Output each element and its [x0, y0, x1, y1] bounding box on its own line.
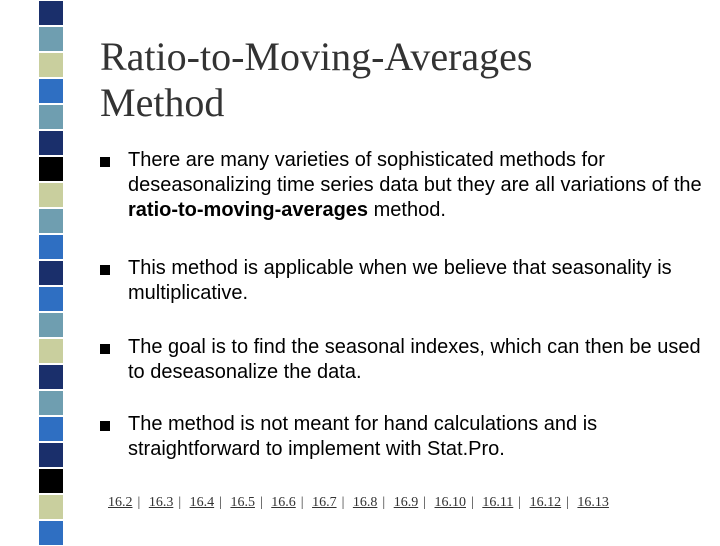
nav-link-16-12[interactable]: 16.12: [529, 495, 562, 510]
nav-link-16-9[interactable]: 16.9: [393, 495, 419, 510]
stripe-block: [38, 416, 64, 442]
slide-title-line1: Ratio-to-Moving-Averages: [100, 34, 533, 79]
bullet-item: [96, 148, 706, 223]
nav-separator: |: [471, 495, 474, 510]
stripe-block: [38, 26, 64, 52]
stripe-block: [38, 104, 64, 130]
stripe-block: [38, 312, 64, 338]
slide-title: [100, 34, 700, 126]
nav-link-16-6[interactable]: 16.6: [271, 495, 296, 510]
bullet-list: [96, 148, 706, 462]
stripe-block: [38, 182, 64, 208]
bullet-square-icon: [100, 344, 110, 354]
stripe-block: [38, 52, 64, 78]
bullet-item: [96, 412, 706, 462]
bullet-item: [96, 335, 706, 385]
bullet-bold-term: ratio-to-moving-averages: [128, 199, 369, 221]
bullet-text: The goal is to find the seasonal indexes, which can then be used to deseasonalize the data.: [128, 336, 701, 383]
stripe-block: [38, 286, 64, 312]
bullet-square-icon: [100, 157, 110, 167]
nav-link-16-13[interactable]: 16.13: [577, 495, 609, 510]
nav-separator: |: [300, 495, 304, 510]
nav-link-16-10[interactable]: 16.10: [434, 495, 466, 510]
stripe-block: [38, 208, 64, 234]
stripe-block: [38, 390, 64, 416]
stripe-block: [38, 260, 64, 286]
bullet-square-icon: [100, 421, 110, 431]
stripe-block: [38, 364, 64, 390]
stripe-block: [38, 78, 64, 104]
decorative-stripe: [0, 0, 64, 540]
nav-separator: |: [566, 495, 569, 510]
nav-link-16-7[interactable]: 16.7: [312, 495, 337, 510]
nav-separator: |: [137, 495, 141, 510]
nav-link-16-11[interactable]: 16.11: [482, 495, 514, 510]
nav-separator: |: [259, 495, 263, 510]
nav-link-16-8[interactable]: 16.8: [352, 495, 378, 510]
stripe-block: [38, 156, 64, 182]
nav-link-16-2[interactable]: 16.2: [108, 495, 133, 510]
stripe-block: [38, 468, 64, 494]
nav-separator: |: [178, 495, 182, 510]
bullet-square-icon: [100, 265, 110, 275]
section-nav: [108, 495, 698, 511]
nav-separator: |: [423, 495, 426, 510]
nav-link-16-3[interactable]: 16.3: [148, 495, 174, 510]
nav-separator: |: [382, 495, 386, 510]
nav-separator: |: [219, 495, 222, 510]
stripe-block: [38, 0, 64, 26]
stripe-block: [38, 520, 64, 546]
stripe-block: [38, 234, 64, 260]
bullet-text: This method is applicable when we believe that seasonality is multiplicative.: [128, 257, 672, 304]
stripe-block: [38, 442, 64, 468]
bullet-item: [96, 256, 706, 306]
bullet-text: The method is not meant for hand calculations and is straightforward to implement with Stat.Pro.: [128, 413, 598, 460]
stripe-block: [38, 130, 64, 156]
bullet-text: There are many varieties of sophisticated methods for deseasonalizing time series data but they are all variations of the: [128, 149, 702, 196]
stripe-block: [38, 338, 64, 364]
nav-link-16-5[interactable]: 16.5: [230, 495, 255, 510]
slide-title-line2: Method: [100, 80, 225, 125]
nav-separator: |: [341, 495, 345, 510]
nav-separator: |: [518, 495, 522, 510]
nav-link-16-4[interactable]: 16.4: [189, 495, 215, 510]
bullet-text-end: method.: [368, 199, 446, 221]
stripe-block: [38, 494, 64, 520]
